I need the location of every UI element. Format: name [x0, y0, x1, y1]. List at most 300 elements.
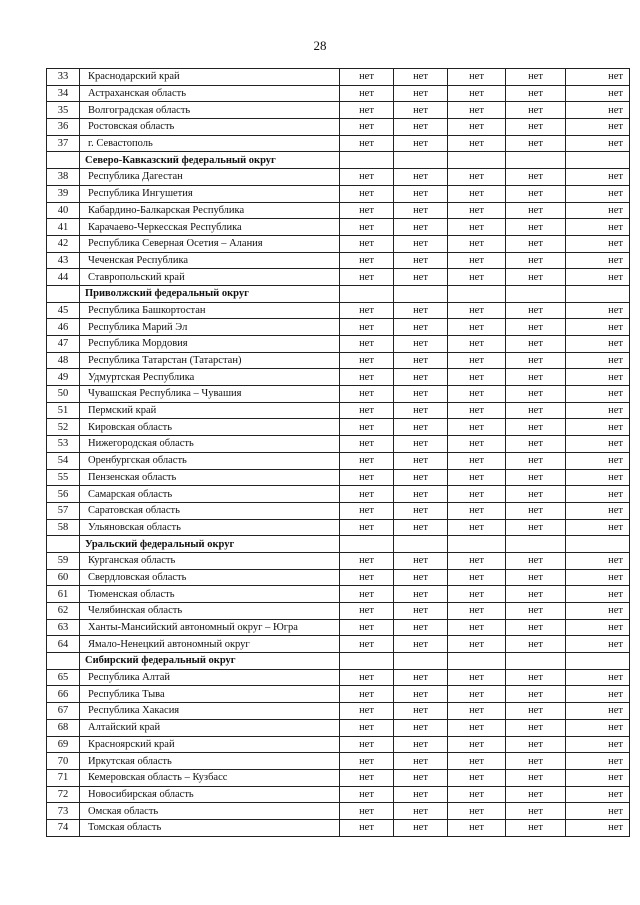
value-cell: нет	[566, 185, 630, 202]
row-number: 38	[47, 169, 80, 186]
value-cell: нет	[340, 819, 394, 836]
value-cell: нет	[448, 502, 506, 519]
value-cell	[566, 653, 630, 670]
value-cell: нет	[394, 803, 448, 820]
table-row	[47, 69, 630, 86]
region-name: Карачаево-Черкесская Республика	[80, 219, 340, 236]
value-cell: нет	[448, 819, 506, 836]
value-cell: нет	[394, 552, 448, 569]
district-header-row	[47, 285, 630, 302]
value-cell: нет	[566, 235, 630, 252]
value-cell: нет	[394, 202, 448, 219]
value-cell: нет	[566, 135, 630, 152]
value-cell: нет	[566, 469, 630, 486]
value-cell: нет	[506, 803, 566, 820]
table-body	[47, 69, 630, 837]
table-row	[47, 736, 630, 753]
table-row	[47, 753, 630, 770]
value-cell: нет	[566, 719, 630, 736]
region-name: Чувашская Республика – Чувашия	[80, 386, 340, 403]
region-name: Ульяновская область	[80, 519, 340, 536]
region-name: Пензенская область	[80, 469, 340, 486]
region-name: Астраханская область	[80, 85, 340, 102]
table-row	[47, 185, 630, 202]
value-cell: нет	[394, 269, 448, 286]
value-cell: нет	[448, 419, 506, 436]
value-cell: нет	[340, 736, 394, 753]
row-number: 64	[47, 636, 80, 653]
value-cell	[506, 653, 566, 670]
value-cell	[448, 152, 506, 169]
value-cell: нет	[394, 686, 448, 703]
value-cell: нет	[566, 386, 630, 403]
value-cell: нет	[340, 269, 394, 286]
table-row	[47, 803, 630, 820]
value-cell: нет	[566, 586, 630, 603]
row-number: 53	[47, 436, 80, 453]
row-number: 51	[47, 402, 80, 419]
value-cell: нет	[394, 402, 448, 419]
value-cell: нет	[506, 169, 566, 186]
row-number: 35	[47, 102, 80, 119]
value-cell: нет	[448, 719, 506, 736]
value-cell: нет	[340, 786, 394, 803]
row-number: 40	[47, 202, 80, 219]
region-name: Новосибирская область	[80, 786, 340, 803]
value-cell: нет	[340, 769, 394, 786]
value-cell: нет	[566, 69, 630, 86]
value-cell: нет	[340, 469, 394, 486]
table-row	[47, 269, 630, 286]
row-number: 70	[47, 753, 80, 770]
value-cell: нет	[340, 619, 394, 636]
value-cell: нет	[340, 69, 394, 86]
value-cell	[506, 536, 566, 553]
row-number: 37	[47, 135, 80, 152]
region-name: Саратовская область	[80, 502, 340, 519]
region-name: Республика Хакасия	[80, 703, 340, 720]
row-number: 52	[47, 419, 80, 436]
value-cell: нет	[340, 502, 394, 519]
value-cell: нет	[394, 235, 448, 252]
value-cell: нет	[340, 352, 394, 369]
value-cell: нет	[506, 819, 566, 836]
value-cell: нет	[448, 586, 506, 603]
value-cell: нет	[448, 219, 506, 236]
value-cell: нет	[448, 569, 506, 586]
row-number: 55	[47, 469, 80, 486]
value-cell: нет	[448, 386, 506, 403]
row-number: 44	[47, 269, 80, 286]
region-name: Нижегородская область	[80, 436, 340, 453]
value-cell: нет	[506, 85, 566, 102]
value-cell: нет	[340, 686, 394, 703]
value-cell: нет	[394, 619, 448, 636]
table-row	[47, 569, 630, 586]
region-name: Кировская область	[80, 419, 340, 436]
table-row	[47, 369, 630, 386]
value-cell: нет	[566, 786, 630, 803]
value-cell: нет	[394, 352, 448, 369]
value-cell: нет	[448, 336, 506, 353]
value-cell: нет	[394, 703, 448, 720]
value-cell: нет	[566, 252, 630, 269]
row-number-cell	[47, 285, 80, 302]
value-cell	[394, 152, 448, 169]
row-number: 69	[47, 736, 80, 753]
value-cell: нет	[506, 519, 566, 536]
value-cell: нет	[340, 235, 394, 252]
value-cell: нет	[394, 819, 448, 836]
value-cell	[506, 152, 566, 169]
value-cell: нет	[340, 486, 394, 503]
table-row	[47, 619, 630, 636]
value-cell: нет	[506, 786, 566, 803]
value-cell: нет	[340, 185, 394, 202]
district-name: Приволжский федеральный округ	[80, 285, 340, 302]
region-name: Республика Алтай	[80, 669, 340, 686]
value-cell: нет	[340, 636, 394, 653]
value-cell: нет	[394, 185, 448, 202]
district-header-row	[47, 653, 630, 670]
row-number: 50	[47, 386, 80, 403]
value-cell: нет	[394, 419, 448, 436]
value-cell: нет	[448, 703, 506, 720]
table-row	[47, 636, 630, 653]
value-cell: нет	[566, 736, 630, 753]
table-row	[47, 486, 630, 503]
value-cell: нет	[506, 402, 566, 419]
value-cell: нет	[506, 102, 566, 119]
region-name: Республика Башкортостан	[80, 302, 340, 319]
value-cell: нет	[394, 169, 448, 186]
value-cell: нет	[506, 235, 566, 252]
value-cell: нет	[340, 252, 394, 269]
district-header-row	[47, 536, 630, 553]
region-name: Республика Ингушетия	[80, 185, 340, 202]
value-cell: нет	[448, 235, 506, 252]
table-row	[47, 235, 630, 252]
row-number-cell	[47, 536, 80, 553]
value-cell: нет	[566, 119, 630, 136]
value-cell: нет	[448, 469, 506, 486]
value-cell: нет	[566, 402, 630, 419]
value-cell: нет	[506, 336, 566, 353]
value-cell: нет	[394, 569, 448, 586]
table-row	[47, 102, 630, 119]
value-cell: нет	[566, 452, 630, 469]
value-cell: нет	[394, 586, 448, 603]
value-cell: нет	[340, 135, 394, 152]
value-cell	[340, 653, 394, 670]
region-name: Курганская область	[80, 552, 340, 569]
value-cell: нет	[566, 352, 630, 369]
region-name: Республика Северная Осетия – Алания	[80, 235, 340, 252]
value-cell: нет	[566, 102, 630, 119]
region-name: Удмуртская Республика	[80, 369, 340, 386]
table-row	[47, 85, 630, 102]
row-number: 54	[47, 452, 80, 469]
value-cell: нет	[394, 736, 448, 753]
value-cell: нет	[506, 719, 566, 736]
value-cell: нет	[566, 436, 630, 453]
table-row	[47, 119, 630, 136]
value-cell: нет	[566, 636, 630, 653]
value-cell	[506, 285, 566, 302]
value-cell: нет	[394, 603, 448, 620]
value-cell: нет	[566, 369, 630, 386]
value-cell: нет	[448, 202, 506, 219]
value-cell: нет	[566, 202, 630, 219]
row-number: 72	[47, 786, 80, 803]
table-row	[47, 603, 630, 620]
region-name: Пермский край	[80, 402, 340, 419]
row-number-cell	[47, 653, 80, 670]
region-name: Кемеровская область – Кузбасс	[80, 769, 340, 786]
value-cell: нет	[340, 119, 394, 136]
value-cell: нет	[448, 269, 506, 286]
value-cell: нет	[566, 669, 630, 686]
district-name: Уральский федеральный округ	[80, 536, 340, 553]
value-cell: нет	[566, 819, 630, 836]
value-cell: нет	[340, 603, 394, 620]
table-row	[47, 719, 630, 736]
table-row	[47, 252, 630, 269]
value-cell	[340, 536, 394, 553]
value-cell: нет	[394, 486, 448, 503]
region-name: Самарская область	[80, 486, 340, 503]
value-cell: нет	[566, 519, 630, 536]
row-number: 57	[47, 502, 80, 519]
value-cell: нет	[340, 102, 394, 119]
value-cell: нет	[448, 686, 506, 703]
value-cell: нет	[448, 352, 506, 369]
value-cell: нет	[340, 302, 394, 319]
district-header-row	[47, 152, 630, 169]
value-cell: нет	[566, 419, 630, 436]
value-cell: нет	[566, 619, 630, 636]
table-row	[47, 552, 630, 569]
region-name: Иркутская область	[80, 753, 340, 770]
row-number: 65	[47, 669, 80, 686]
region-name: Ростовская область	[80, 119, 340, 136]
value-cell: нет	[340, 519, 394, 536]
value-cell: нет	[506, 352, 566, 369]
row-number: 49	[47, 369, 80, 386]
value-cell: нет	[506, 419, 566, 436]
value-cell: нет	[340, 219, 394, 236]
value-cell: нет	[448, 486, 506, 503]
value-cell: нет	[448, 319, 506, 336]
value-cell	[448, 653, 506, 670]
value-cell: нет	[394, 252, 448, 269]
value-cell: нет	[566, 336, 630, 353]
value-cell: нет	[340, 669, 394, 686]
region-name: Чеченская Республика	[80, 252, 340, 269]
value-cell: нет	[506, 386, 566, 403]
value-cell: нет	[394, 135, 448, 152]
table-row	[47, 669, 630, 686]
value-cell: нет	[340, 336, 394, 353]
value-cell: нет	[340, 719, 394, 736]
value-cell: нет	[506, 486, 566, 503]
value-cell: нет	[506, 569, 566, 586]
value-cell: нет	[566, 486, 630, 503]
region-name: Республика Тыва	[80, 686, 340, 703]
value-cell: нет	[448, 786, 506, 803]
value-cell: нет	[506, 703, 566, 720]
region-name: Омская область	[80, 803, 340, 820]
region-name: Волгоградская область	[80, 102, 340, 119]
value-cell: нет	[340, 402, 394, 419]
value-cell: нет	[566, 302, 630, 319]
value-cell: нет	[394, 219, 448, 236]
row-number: 41	[47, 219, 80, 236]
value-cell: нет	[394, 753, 448, 770]
region-name: Ставропольский край	[80, 269, 340, 286]
row-number: 43	[47, 252, 80, 269]
value-cell: нет	[394, 502, 448, 519]
value-cell: нет	[506, 252, 566, 269]
table-row	[47, 819, 630, 836]
value-cell: нет	[340, 369, 394, 386]
page-number: 28	[313, 38, 327, 53]
value-cell: нет	[506, 469, 566, 486]
table-row	[47, 703, 630, 720]
value-cell: нет	[506, 669, 566, 686]
value-cell: нет	[394, 102, 448, 119]
value-cell: нет	[448, 603, 506, 620]
value-cell: нет	[506, 552, 566, 569]
row-number: 60	[47, 569, 80, 586]
row-number: 58	[47, 519, 80, 536]
value-cell: нет	[506, 619, 566, 636]
value-cell: нет	[448, 102, 506, 119]
table-row	[47, 786, 630, 803]
table-row	[47, 169, 630, 186]
region-name: Оренбургская область	[80, 452, 340, 469]
value-cell: нет	[340, 169, 394, 186]
region-name: Республика Мордовия	[80, 336, 340, 353]
table-row	[47, 402, 630, 419]
value-cell: нет	[448, 302, 506, 319]
value-cell: нет	[394, 85, 448, 102]
value-cell: нет	[506, 69, 566, 86]
value-cell: нет	[394, 69, 448, 86]
value-cell: нет	[566, 552, 630, 569]
value-cell: нет	[448, 452, 506, 469]
value-cell	[566, 285, 630, 302]
value-cell: нет	[340, 803, 394, 820]
value-cell: нет	[448, 369, 506, 386]
value-cell: нет	[340, 703, 394, 720]
region-name: г. Севастополь	[80, 135, 340, 152]
table-row	[47, 202, 630, 219]
value-cell: нет	[394, 786, 448, 803]
value-cell: нет	[448, 753, 506, 770]
value-cell: нет	[448, 669, 506, 686]
value-cell: нет	[340, 202, 394, 219]
region-name: Томская область	[80, 819, 340, 836]
value-cell: нет	[394, 386, 448, 403]
row-number: 47	[47, 336, 80, 353]
value-cell	[448, 536, 506, 553]
value-cell: нет	[506, 219, 566, 236]
table-row	[47, 336, 630, 353]
value-cell: нет	[566, 803, 630, 820]
value-cell: нет	[566, 703, 630, 720]
value-cell: нет	[566, 502, 630, 519]
region-name: Свердловская область	[80, 569, 340, 586]
row-number: 45	[47, 302, 80, 319]
value-cell	[448, 285, 506, 302]
region-name: Тюменская область	[80, 586, 340, 603]
value-cell	[340, 152, 394, 169]
value-cell: нет	[506, 736, 566, 753]
region-name: Кабардино-Балкарская Республика	[80, 202, 340, 219]
value-cell: нет	[448, 185, 506, 202]
value-cell: нет	[394, 636, 448, 653]
row-number: 73	[47, 803, 80, 820]
region-name: Челябинская область	[80, 603, 340, 620]
value-cell: нет	[340, 552, 394, 569]
value-cell: нет	[340, 319, 394, 336]
table-row	[47, 586, 630, 603]
table-row	[47, 469, 630, 486]
table-row	[47, 436, 630, 453]
value-cell: нет	[448, 736, 506, 753]
value-cell: нет	[448, 552, 506, 569]
value-cell: нет	[394, 669, 448, 686]
value-cell: нет	[448, 619, 506, 636]
value-cell	[394, 285, 448, 302]
value-cell: нет	[448, 519, 506, 536]
value-cell: нет	[566, 569, 630, 586]
value-cell: нет	[340, 419, 394, 436]
value-cell: нет	[506, 603, 566, 620]
value-cell: нет	[448, 769, 506, 786]
row-number: 63	[47, 619, 80, 636]
table-row	[47, 502, 630, 519]
value-cell: нет	[448, 135, 506, 152]
table-row	[47, 319, 630, 336]
value-cell: нет	[506, 319, 566, 336]
value-cell: нет	[506, 769, 566, 786]
region-name: Ханты-Мансийский автономный округ – Югра	[80, 619, 340, 636]
value-cell: нет	[448, 69, 506, 86]
value-cell: нет	[394, 369, 448, 386]
value-cell	[340, 285, 394, 302]
row-number: 61	[47, 586, 80, 603]
value-cell: нет	[448, 85, 506, 102]
row-number: 48	[47, 352, 80, 369]
value-cell	[394, 653, 448, 670]
table-row	[47, 302, 630, 319]
region-name: Ямало-Ненецкий автономный округ	[80, 636, 340, 653]
value-cell: нет	[566, 603, 630, 620]
table-row	[47, 219, 630, 236]
value-cell: нет	[340, 452, 394, 469]
row-number: 33	[47, 69, 80, 86]
value-cell: нет	[566, 319, 630, 336]
value-cell: нет	[340, 753, 394, 770]
value-cell: нет	[506, 369, 566, 386]
value-cell: нет	[506, 753, 566, 770]
row-number: 39	[47, 185, 80, 202]
value-cell: нет	[506, 185, 566, 202]
region-name: Республика Дагестан	[80, 169, 340, 186]
value-cell: нет	[448, 402, 506, 419]
